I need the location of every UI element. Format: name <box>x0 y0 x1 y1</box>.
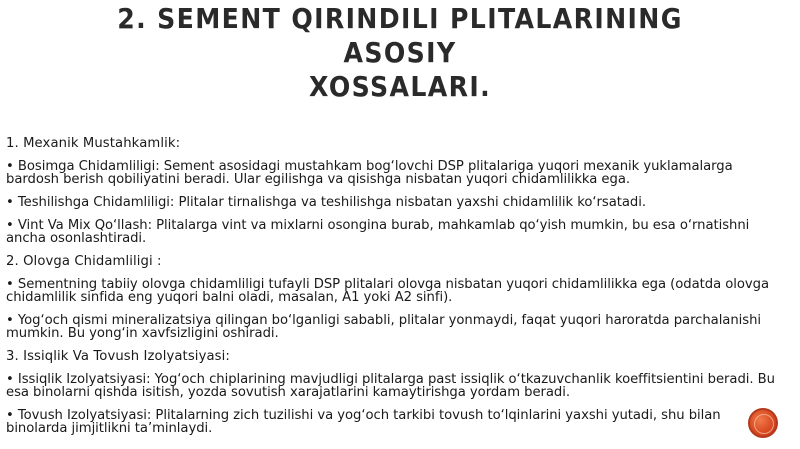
red-circle-logo-icon <box>748 408 778 438</box>
section-heading-insulation: 3. Issiqlik Va Tovush Izolyatsiyasi: <box>6 349 230 364</box>
slide-content <box>6 137 784 445</box>
bullet-pressure-resistance: • Bosimga Chidamliligi: Sement asosidagi mustahkam bog‘lovchi DSP plitalariga yuqori mexanik yuklamalarga bardosh berish qobiliyatini beradi. Ular egilishga va qisishga nisbatan yuqori chidamlilikka ega. <box>6 159 733 187</box>
bullet-fire-class: • Sementning tabiiy olovga chidamliligi tufayli DSP plitalari olovga nisbatan yuqori chidamlilikka ega (odatda olovga chidamlilik sinfida eng yuqori balni oladi, masalan, A1 yoki A2 sinfi). <box>6 277 770 305</box>
slide-title <box>94 2 706 104</box>
slide-title-line-1: 2. SEMENT QIRINDILI PLITALARINING ASOSIY <box>117 2 683 69</box>
bullet-puncture-resistance: • Teshilishga Chidamliligi: Plitalar tirnalishga va teshilishga nisbatan yaxshi chidamlilik ko‘rsatadi. <box>6 195 646 210</box>
slide-title-line-2: XOSSALARI. <box>308 70 492 103</box>
bullet-sound-insulation: • Tovush Izolyatsiyasi: Plitalarning zich tuzilishi va yog‘och tarkibi tovush to‘lqinlarini yaxshi yutadi, shu bilan binolarda jimjitlikni ta’minlaydi. <box>6 408 721 436</box>
section-heading-fire: 2. Olovga Chidamliligi : <box>6 254 162 269</box>
section-heading-mechanical: 1. Mexanik Mustahkamlik: <box>6 136 181 151</box>
bullet-fire-safety: • Yog‘och qismi mineralizatsiya qilingan bo‘lganligi sababli, plitalar yonmaydi, faqat yuqori haroratda parchalanishi mumkin. Bu yong‘in xavfsizligini oshiradi. <box>6 313 761 341</box>
bullet-screw-nail: • Vint Va Mix Qo‘llash: Plitalarga vint va mixlarni osongina burab, mahkamlab qo‘yish mumkin, bu esa o‘rnatishni ancha osonlashtiradi. <box>6 218 750 246</box>
bullet-thermal-insulation: • Issiqlik Izolyatsiyasi: Yog‘och chiplarining mavjudligi plitalarga past issiqlik o‘tkazuvchanlik koeffitsientini beradi. Bu esa binolarni qishda isitish, yozda sovutish xarajatlarini kamaytirishga yordam beradi. <box>6 372 775 400</box>
